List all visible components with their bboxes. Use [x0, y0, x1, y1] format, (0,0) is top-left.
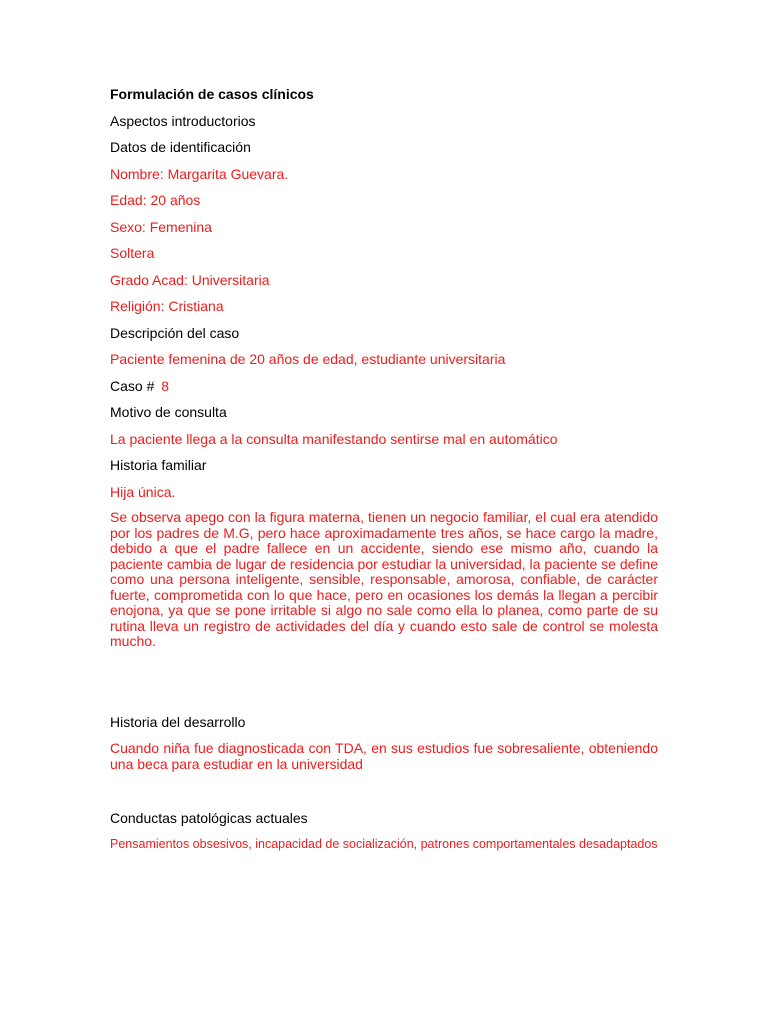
case-number: 8	[161, 378, 170, 394]
reason-heading: Motivo de consulta	[110, 404, 227, 420]
patient-civil-status: Soltera	[110, 245, 155, 261]
patient-age: Edad: 20 años	[110, 192, 201, 208]
document-title: Formulación de casos clínicos	[110, 86, 314, 102]
case-number-line	[110, 378, 169, 394]
patient-education: Grado Acad: Universitaria	[110, 272, 270, 288]
conducts-paragraph: Pensamientos obsesivos, incapacidad de socialización, patrones comportamentales desadaptados	[110, 837, 658, 851]
reason-text: La paciente llega a la consulta manifestando sentirse mal en automático	[110, 431, 558, 447]
family-history-paragraph: Se observa apego con la figura materna, tienen un negocio familiar, el cual era atendido por los padres de M.G, pero hace aproximadamente tres años, se hace cargo la madre, debido a que el padre fallece en un accidente, siendo ese mismo año, cuando la paciente cambia de lugar de residencia por estudiar la universidad, la paciente se define como una persona inteligente, sensible, responsable, amorosa, confiable, de carácter fuerte, comprometida con lo que hace, pero en ocasiones los demás la llegan a percibir enojona, ya que se pone irritable si algo no sale como ella lo planea, como parte de su rutina lleva un registro de actividades del día y cuando esto sale de control se molesta mucho.	[110, 509, 658, 649]
intro-heading: Aspectos introductorios	[110, 113, 256, 129]
development-history-heading: Historia del desarrollo	[110, 714, 246, 730]
family-only-child: Hija única.	[110, 484, 176, 500]
identification-heading: Datos de identificación	[110, 139, 251, 155]
family-history-heading: Historia familiar	[110, 457, 207, 473]
case-description: Paciente femenina de 20 años de edad, estudiante universitaria	[110, 351, 506, 367]
case-description-heading: Descripción del caso	[110, 325, 240, 341]
development-history-paragraph: Cuando niña fue diagnosticada con TDA, en sus estudios fue sobresaliente, obteniendo una beca para estudiar en la universidad	[110, 740, 658, 772]
patient-name: Nombre: Margarita Guevara.	[110, 166, 289, 182]
patient-sex: Sexo: Femenina	[110, 219, 212, 235]
patient-religion: Religión: Cristiana	[110, 298, 224, 314]
conducts-heading: Conductas patológicas actuales	[110, 810, 308, 826]
case-label: Caso #	[110, 378, 155, 394]
